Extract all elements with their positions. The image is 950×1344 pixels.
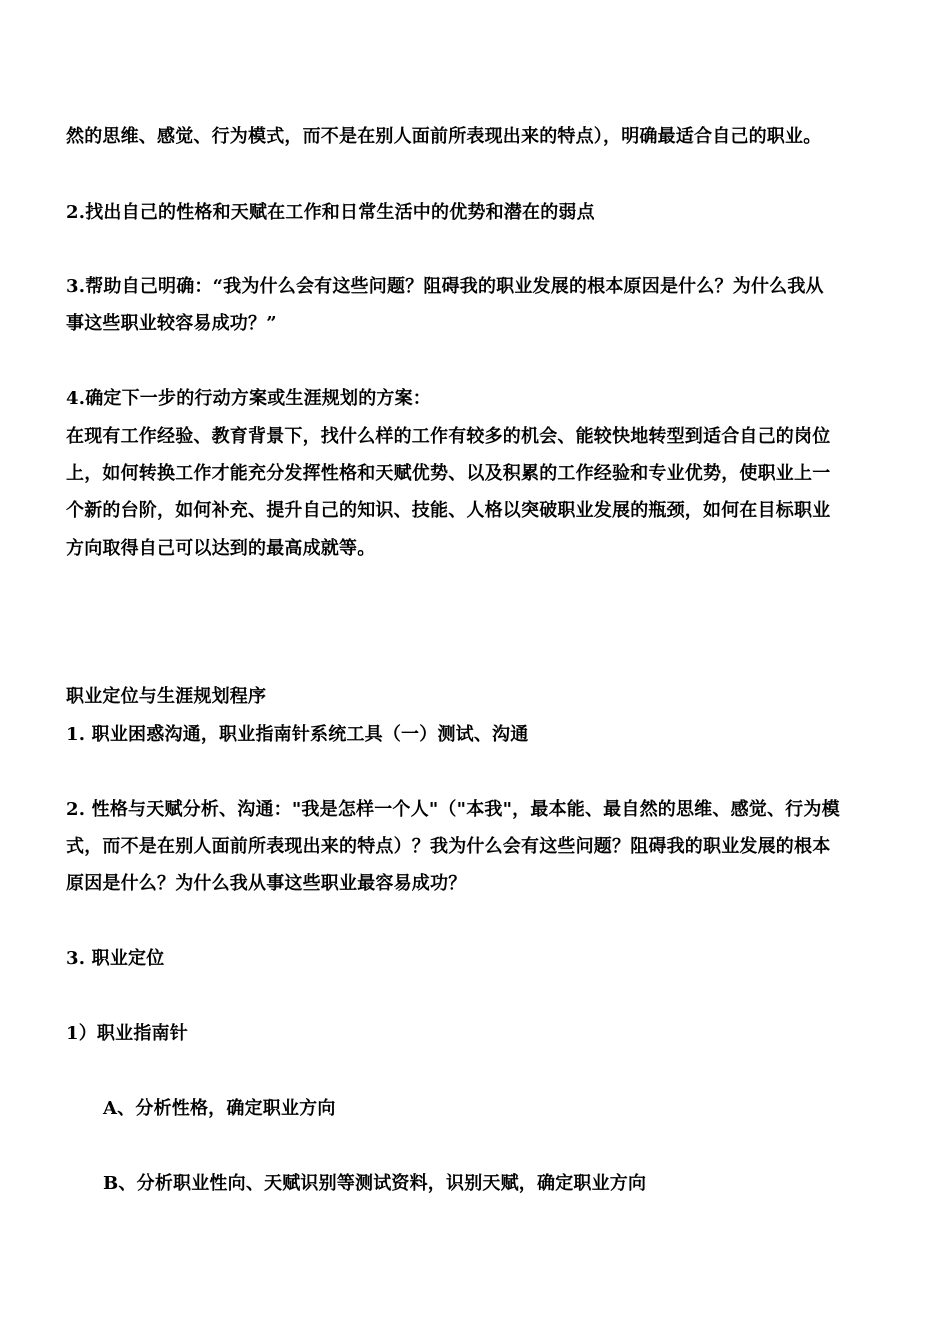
procedure-item-2-line-2: 式，而不是在别人面前所表现出来的特点）？我为什么会有这些问题？阻碍我的职业发展的根本 — [66, 836, 831, 857]
procedure-item-2-line-1: 2. 性格与天赋分析、沟通："我是怎样一个人"（"本我"，最本能、最自然的思维、感觉、行为模 — [66, 799, 840, 820]
list-item-2: 2.找出自己的性格和天赋在工作和日常生活中的优势和潜在的弱点 — [66, 202, 595, 223]
list-item-4-body-line-1: 在现有工作经验、教育背景下，找什么样的工作有较多的机会、能较快地转型到适合自己的岗位 — [66, 426, 831, 447]
list-item-4-body-line-4: 方向取得自己可以达到的最高成就等。 — [66, 538, 376, 559]
section-title: 职业定位与生涯规划程序 — [66, 686, 267, 707]
list-item-4-body-line-3: 个新的台阶，如何补充、提升自己的知识、技能、人格以突破职业发展的瓶颈，如何在目标职业 — [66, 500, 831, 521]
list-item-3-line-1: 3.帮助自己明确：“我为什么会有这些问题？阻碍我的职业发展的根本原因是什么？为什么我从 — [66, 276, 824, 297]
procedure-item-1: 1. 职业困惑沟通，职业指南针系统工具（一）测试、沟通 — [66, 724, 529, 745]
sub-item-1: 1）职业指南针 — [66, 1023, 188, 1044]
list-item-3-line-2: 事这些职业较容易成功？” — [66, 313, 277, 334]
procedure-item-2-line-3: 原因是什么？为什么我从事这些职业最容易成功？ — [66, 873, 467, 894]
list-item-4-body-line-2: 上，如何转换工作才能充分发挥性格和天赋优势、以及积累的工作经验和专业优势，使职业上一 — [66, 463, 831, 484]
procedure-item-3: 3. 职业定位 — [66, 948, 165, 969]
sub-item-a: A、分析性格，确定职业方向 — [103, 1098, 336, 1119]
sub-item-b: B、分析职业性向、天赋识别等测试资料，识别天赋，确定职业方向 — [103, 1173, 647, 1194]
paragraph-line: 然的思维、感觉、行为模式，而不是在别人面前所表现出来的特点），明确最适合自己的职业。 — [66, 126, 822, 147]
list-item-4-title: 4.确定下一步的行动方案或生涯规划的方案： — [66, 388, 431, 409]
